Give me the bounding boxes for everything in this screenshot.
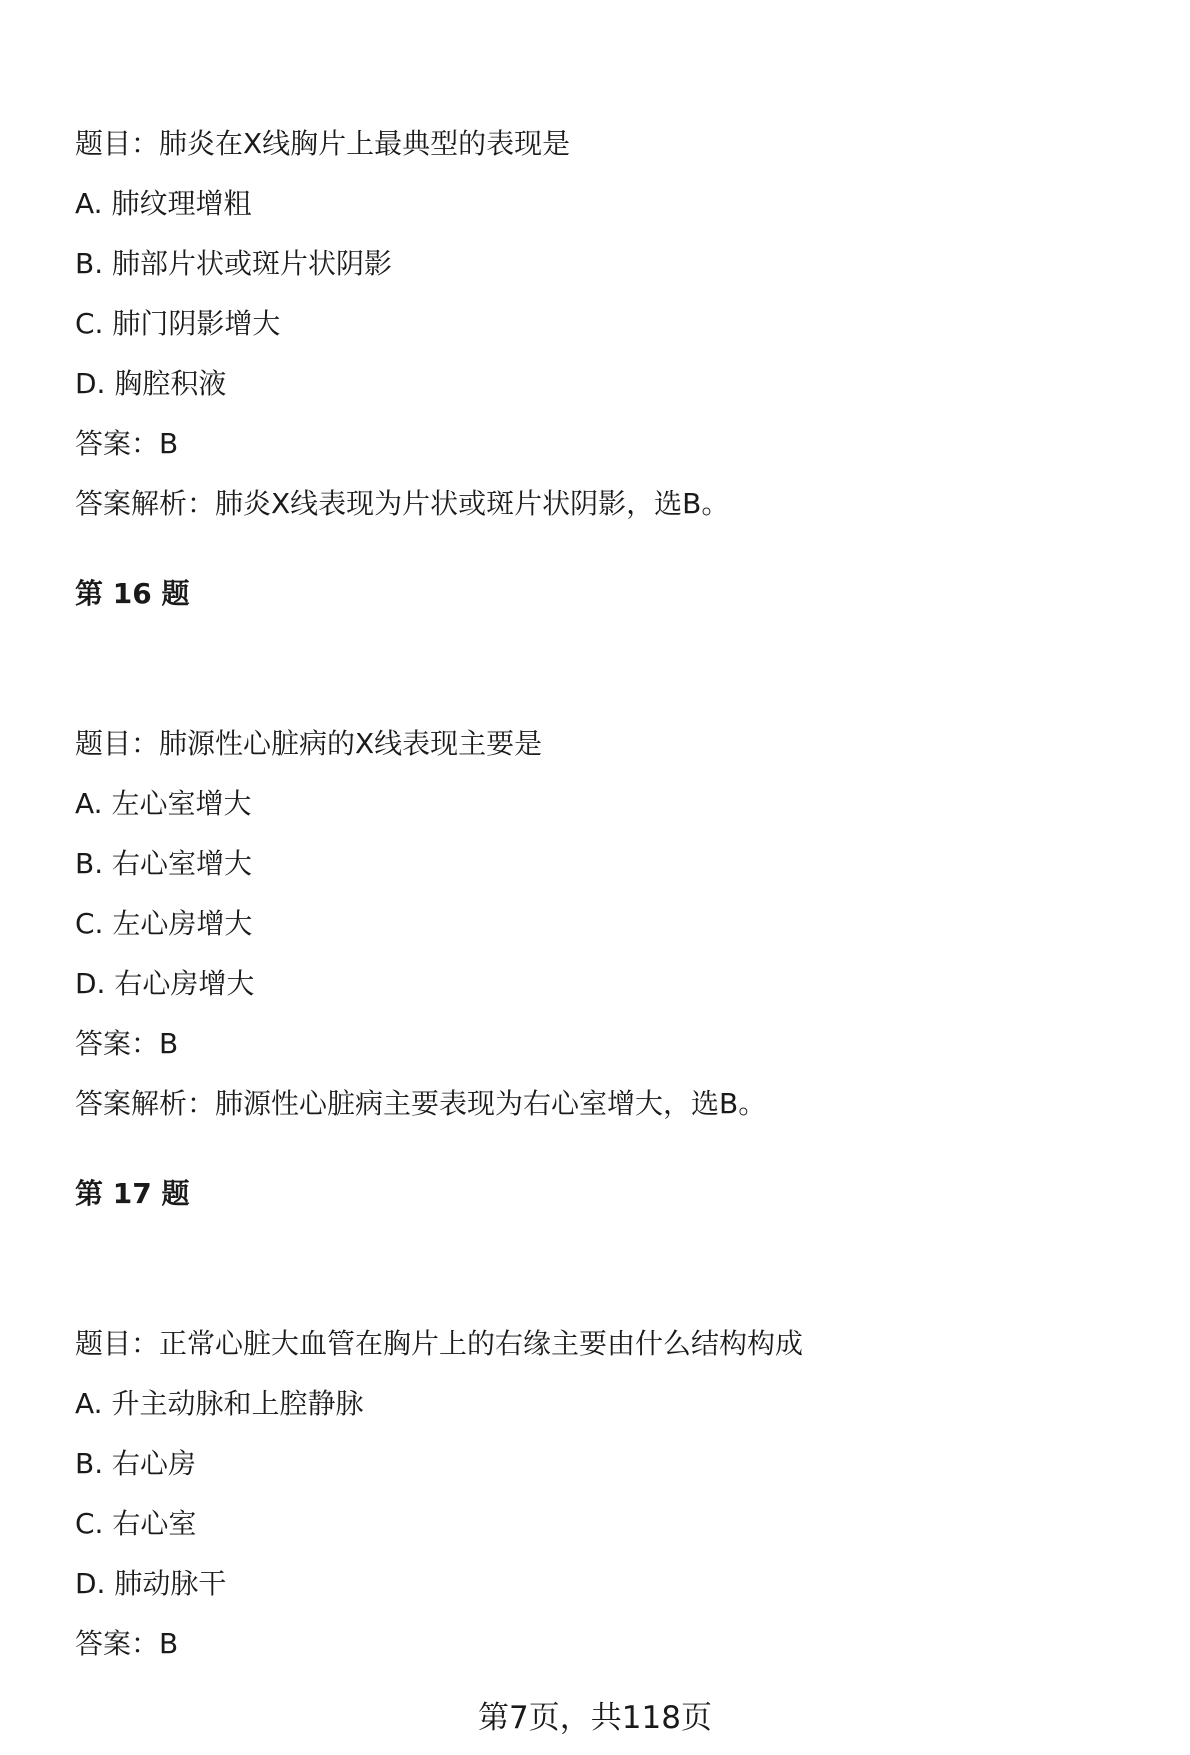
q16-option-c: C. 左心房增大: [75, 907, 253, 940]
q16-question: 题目：肺源性心脏病的X线表现主要是: [75, 727, 543, 760]
q17-heading: 第 17 题: [75, 1177, 190, 1210]
page-number-footer: 第7页，共118页: [478, 1700, 712, 1736]
q15-option-a: A. 肺纹理增粗: [75, 187, 252, 220]
q16-option-a: A. 左心室增大: [75, 787, 252, 820]
q17-option-d: D. 肺动脉干: [75, 1567, 227, 1600]
q17-answer: 答案：B: [75, 1627, 179, 1660]
q16-explanation: 答案解析：肺源性心脏病主要表现为右心室增大，选B。: [75, 1087, 767, 1120]
q15-option-c: C. 肺门阴影增大: [75, 307, 281, 340]
q15-question: 题目：肺炎在X线胸片上最典型的表现是: [75, 127, 571, 160]
q17-question: 题目：正常心脏大血管在胸片上的右缘主要由什么结构构成: [75, 1327, 804, 1360]
q15-explanation: 答案解析：肺炎X线表现为片状或斑片状阴影，选B。: [75, 487, 730, 520]
q16-option-b: B. 右心室增大: [75, 847, 253, 880]
q15-answer: 答案：B: [75, 427, 179, 460]
q15-option-d: D. 胸腔积液: [75, 367, 227, 400]
q17-option-c: C. 右心室: [75, 1507, 197, 1540]
q16-heading: 第 16 题: [75, 577, 190, 610]
q17-option-a: A. 升主动脉和上腔静脉: [75, 1387, 364, 1420]
q16-answer: 答案：B: [75, 1027, 179, 1060]
q16-option-d: D. 右心房增大: [75, 967, 255, 1000]
q15-option-b: B. 肺部片状或斑片状阴影: [75, 247, 393, 280]
q17-option-b: B. 右心房: [75, 1447, 197, 1480]
